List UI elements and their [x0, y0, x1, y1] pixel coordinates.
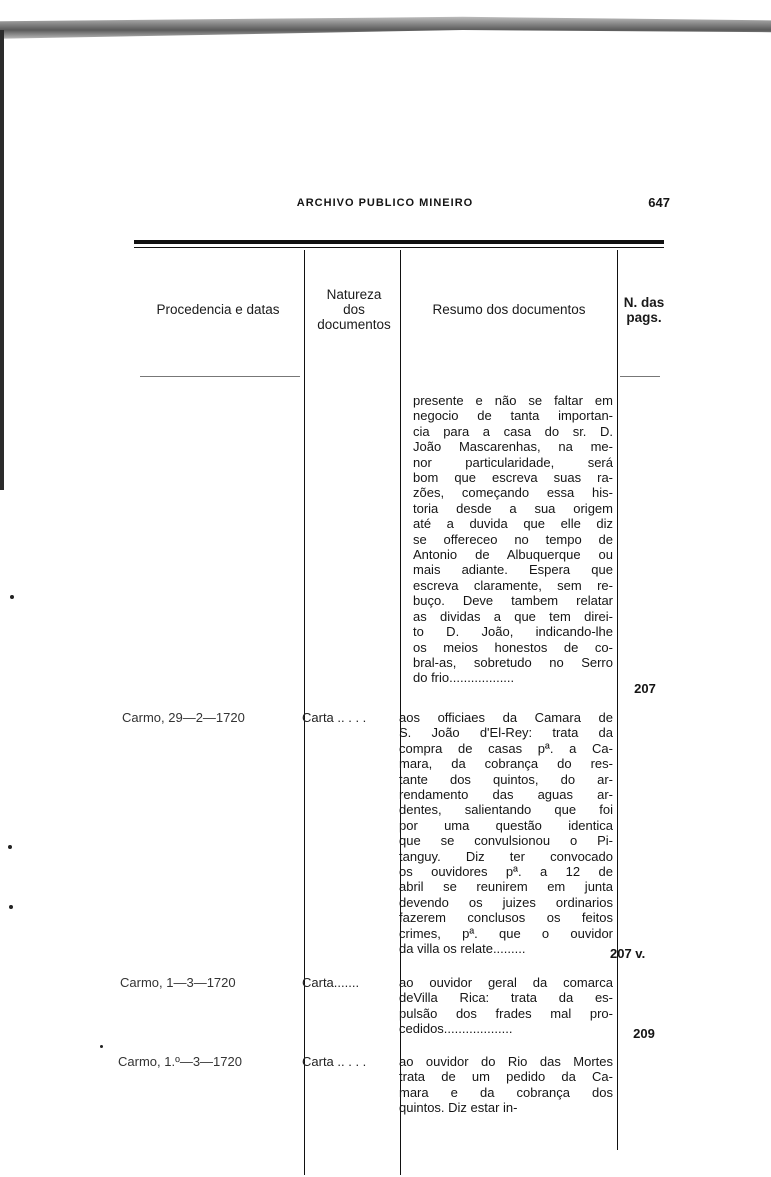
column-header-nature-line: documentos	[317, 317, 391, 332]
summary-line: dentes, salientando que foi	[399, 802, 613, 818]
summary-line: escreva claramente, sem re-	[413, 577, 613, 593]
summary-line: João Mascarenhas, na me-	[413, 439, 613, 455]
summary-line: do frio..................	[413, 670, 515, 686]
page-number: 647	[648, 195, 670, 210]
entry-date: Carmo, 1.º—3—1720	[118, 1054, 242, 1069]
scan-binding-edge	[0, 30, 4, 490]
summary-line: deVilla Rica: trata da es-	[399, 990, 613, 1006]
running-head: ARCHIVO PUBLICO MINEIRO	[296, 197, 474, 209]
summary-line: tante dos quintos, do ar-	[399, 771, 613, 787]
summary-line: os ouvidores pª. a 12 de	[399, 864, 613, 880]
column-header-nature	[306, 287, 402, 332]
column-header-pages-line: N. das	[623, 295, 665, 310]
summary-line: os meios honestos de co-	[413, 639, 613, 655]
summary-line: pulsão dos frades mal pro-	[399, 1005, 613, 1021]
summary-line: tanguy. Diz ter convocado	[399, 848, 613, 864]
summary-line: mara e da cobrança dos	[399, 1084, 613, 1100]
summary-line: toria desde a sua origem	[413, 500, 613, 516]
summary-line: Antonio de Albuquerque ou	[413, 547, 613, 563]
summary-line: que se convulsionou o Pi-	[399, 833, 613, 849]
column-divider	[617, 250, 618, 1150]
summary-line: crimes, pª. que o ouvidor	[399, 925, 613, 941]
column-header-summary: Resumo dos documentos	[432, 302, 586, 317]
summary-line: ao ouvidor do Rio das Mortes	[399, 1054, 613, 1069]
summary-line: bral-as, sobretudo no Serro	[413, 654, 613, 670]
entry-summary	[399, 975, 613, 1037]
summary-line: buço. Deve tambem relatar	[413, 593, 613, 609]
entry-summary	[399, 1054, 613, 1116]
summary-line: quintos. Diz estar in-	[399, 1100, 518, 1116]
entry-pages: 207 v.	[610, 946, 646, 961]
column-header-nature-line: dos	[343, 302, 365, 317]
entry-date: Carmo, 29—2—1720	[122, 710, 245, 725]
entry-date: Carmo, 1—3—1720	[120, 975, 236, 990]
entry-summary	[413, 393, 613, 686]
header-rule-thin	[134, 247, 664, 248]
summary-line: to D. João, indicando-lhe	[413, 624, 613, 640]
summary-line: compra de casas pª. a Ca-	[399, 740, 613, 756]
column-header-nature-line: Natureza	[326, 287, 382, 302]
ink-speck	[8, 845, 12, 849]
summary-line: nor particularidade, será	[413, 454, 613, 470]
header-rule-thick	[134, 240, 664, 244]
summary-line: bom que escreva suas ra-	[413, 470, 613, 486]
ink-speck	[9, 905, 13, 909]
column-head-rule	[140, 376, 300, 377]
summary-line: fazerem conclusos os feitos	[399, 910, 613, 926]
entry-pages: 209	[633, 1026, 655, 1041]
column-header-pages	[618, 295, 670, 325]
summary-line: até a duvida que elle diz	[413, 516, 613, 532]
summary-line: as dividas a que tem direi-	[413, 608, 613, 624]
summary-line: negocio de tanta importan-	[413, 408, 613, 424]
summary-line: abril se reunirem em junta	[399, 879, 613, 895]
summary-line: mais adiante. Espera que	[413, 562, 613, 578]
column-head-rule	[620, 376, 660, 377]
ink-speck	[10, 595, 14, 599]
ink-speck	[100, 1045, 103, 1048]
summary-line: cedidos...................	[399, 1021, 513, 1037]
summary-line: ao ouvidor geral da comarca	[399, 975, 613, 990]
summary-line: por uma questão identica	[399, 817, 613, 833]
summary-line: zões, começando essa his-	[413, 485, 613, 501]
column-header-origin: Procedencia e datas	[156, 302, 280, 317]
summary-line: da villa os relate.........	[399, 941, 526, 957]
entry-summary	[399, 710, 613, 957]
entry-nature: Carta.......	[302, 975, 360, 990]
summary-line: trata de um pedido da Ca-	[399, 1069, 613, 1085]
summary-line: aos officiaes da Camara de	[399, 710, 613, 725]
entry-nature: Carta .. . . .	[302, 710, 367, 725]
summary-line: cia para a casa do sr. D.	[413, 423, 613, 439]
summary-line: presente e não se faltar em	[413, 393, 613, 408]
summary-line: devendo os juizes ordinarios	[399, 894, 613, 910]
column-header-pages-line: pags.	[626, 310, 662, 325]
summary-line: S. João d'El-Rey: trata da	[399, 725, 613, 741]
summary-line: rendamento das aguas ar-	[399, 787, 613, 803]
entry-pages: 207	[634, 681, 656, 696]
summary-line: mara, da cobrança do res-	[399, 756, 613, 772]
summary-line: se offereceo no tempo de	[413, 531, 613, 547]
scan-shadow-edge	[0, 8, 771, 52]
entry-nature: Carta .. . . .	[302, 1054, 367, 1069]
